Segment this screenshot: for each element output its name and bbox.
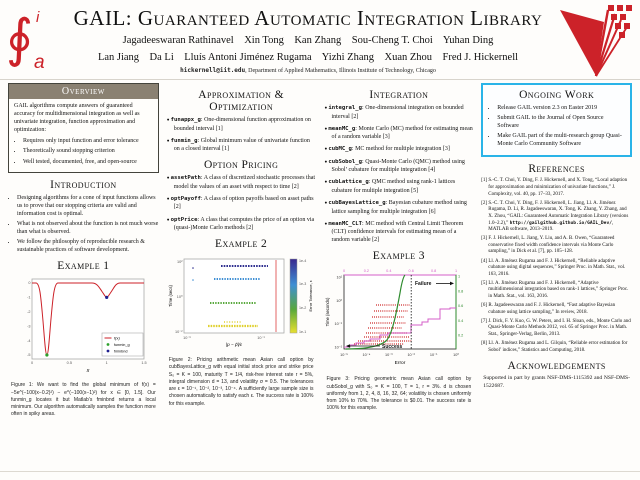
svg-text:1e-3: 1e-3: [299, 282, 307, 287]
function-item: [325, 125, 475, 142]
svg-text:10⁻¹: 10⁻¹: [429, 353, 438, 358]
y-axis-label: Time (secs): [168, 285, 174, 308]
function-desc: : A class of option payoffs based on asset paths [2]: [173, 195, 314, 211]
svg-text:0.6: 0.6: [457, 304, 464, 309]
x-axis-label: x: [87, 368, 90, 375]
letter-a: a: [34, 52, 45, 73]
header: [0, 0, 640, 80]
function-name: meanMC_CLT: [328, 220, 363, 227]
authors-line-1: Jagadeeswaran Rathinavel Xin Tong Kan Zhang Sou-Cheng T. Choi Yuhan Ding: [122, 35, 494, 46]
x-axis-ticks: [340, 353, 459, 357]
introduction-bullet: • Designing algorithms for a cone of input functions allows us to prove that our stopping criteria are valid and information cost is optimal.: [17, 194, 159, 218]
bottom-rule: [0, 471, 640, 472]
svg-text:1.5: 1.5: [141, 361, 148, 366]
y-axis-ticks: [27, 282, 30, 358]
integration-heading: Integration: [369, 89, 429, 101]
example3-heading: Example 3: [372, 250, 425, 263]
svg-text:0.8: 0.8: [430, 269, 437, 274]
ongoing-work-bullets: [488, 104, 625, 148]
svg-text:10⁻⁴: 10⁻⁴: [362, 353, 371, 358]
function-desc: : One-dimensional function approximation on bounded interval [1]: [173, 117, 311, 132]
ongoing-bullet: • Submit GAIL to the Journal of Open Source Software: [497, 114, 625, 130]
function-name: assetPath: [170, 175, 201, 182]
svg-text:10²: 10²: [177, 260, 183, 265]
function-item: [325, 104, 475, 121]
introduction-bullets: [8, 194, 159, 255]
svg-text:0.2: 0.2: [363, 269, 369, 274]
svg-text:-5: -5: [27, 353, 31, 358]
right-axis-ticks: [458, 275, 463, 338]
svg-text:0.4: 0.4: [457, 319, 464, 324]
colorbar-label: Error Tolerance, ε: [308, 280, 314, 312]
introduction-bullet: • What is not observed about the function is not much worse than what is observed.: [17, 220, 159, 236]
reference-item: [481, 201, 632, 234]
function-name: meanMC_g: [328, 125, 356, 132]
column-1: [8, 83, 159, 470]
svg-text:f(x): f(x): [114, 335, 121, 341]
function-name: cubLattice_g: [328, 179, 369, 186]
svg-text:10⁰: 10⁰: [453, 353, 459, 358]
header-center: [58, 4, 558, 74]
function-name: funmin_g: [170, 137, 198, 144]
x-axis-label: Error: [394, 361, 406, 367]
reference-text: , MATLAB software, 2013–2019.: [488, 220, 614, 233]
example1-figure: [8, 275, 159, 380]
svg-text:0.5: 0.5: [67, 361, 73, 366]
x-axis-label: |p − p̂|/ε: [226, 342, 243, 348]
plot-frame: [184, 259, 284, 333]
option-pricing-heading: Option Pricing: [203, 159, 279, 172]
function-item: [167, 174, 317, 191]
function-item: [325, 220, 475, 245]
overview-bullet: • Requires only input function and error tolerance: [23, 137, 153, 145]
function-name: optPayoff: [170, 195, 201, 202]
y-axis-ticks: [334, 276, 342, 350]
svg-text:0.2: 0.2: [457, 334, 464, 339]
x-axis-ticks: [183, 336, 265, 340]
reference-item: [8] Ll. A. Jiménez Rugama and L. Gilquin, “Reliable error estimation for Sobol’ indices,” Statistics and Computing, 2018.: [481, 341, 628, 353]
ongoing-bullet: • Make GAIL part of the multi-research group Quasi-Monte Carlo Community Software: [497, 132, 625, 148]
content-columns: [0, 80, 640, 470]
example1-plot: [14, 275, 152, 375]
references-list: [481, 178, 632, 354]
svg-text:-2: -2: [27, 310, 31, 315]
svg-text:10⁻¹: 10⁻¹: [257, 336, 265, 341]
function-item: [167, 216, 317, 233]
ongoing-bullet: • Release GAIL version 2.3 on Easter 2019: [497, 104, 625, 112]
svg-text:0: 0: [342, 269, 345, 274]
overview-body: [9, 99, 158, 172]
function-item: [325, 178, 475, 195]
svg-text:10⁻²: 10⁻²: [334, 345, 342, 350]
funmin-g-point: [46, 354, 49, 357]
function-desc: : Quasi-Monte Carlo (QMC) method using Sobol’ cubature for multiple integration [4]: [331, 158, 465, 174]
reference-item: [5] Ll. A. Jiménez Rugama and F. J. Hickernell, “Adaptive multidimensional integration based on rank-1 lattices,” Springer Proc. in Math. Stat., vol. 163, 2016.: [481, 280, 629, 299]
reference-url[interactable]: http://gailgithub.github.io/GAIL_Dev/: [509, 220, 612, 226]
svg-text:Failure: Failure: [414, 281, 432, 288]
function-desc: : A class that computes the price of an option via (quasi-)Monte Carlo methods [2]: [173, 216, 315, 232]
svg-text:0: 0: [31, 361, 34, 366]
function-name: optPrice: [170, 216, 198, 223]
y-axis-ticks: [175, 260, 183, 334]
reference-item: [6] R. Jagadeeswaran and F. J. Hickernell, “Fast adaptive Bayesian cubature using lattice sampling,” In review, 2018.: [481, 303, 616, 315]
function-item: [167, 116, 317, 133]
function-name: funappx_g: [170, 117, 201, 123]
function-item: [167, 195, 317, 212]
function-desc: : QMC method using rank-1 lattices cubature for multiple integration [5]: [331, 179, 456, 195]
reference-item: [1] S.-C. T. Choi, Y. Ding, F. J. Hickernell, and X. Tong, “Local adaption for approximation and minimization of univariate functions,” J. Complexity, vol. 40, pp. 17–33, 2017.: [481, 178, 628, 197]
ongoing-work-box: [481, 83, 632, 157]
column-2: [166, 83, 317, 470]
reference-text: [2] S.-C. T. Choi, Y. Ding, F. J. Hickernell, L. Jiang, Ll. A. Jiménez Rugama, D. Li, R. Jagadeeswaran, X. Tong, K. Zhang, Y. Zhang, and X. Zhou, “GAIL: Guaranteed Automatic Integration Library (versions 1.0–2.2),”: [481, 200, 629, 226]
svg-text:0.4: 0.4: [386, 269, 392, 274]
overview-intro: GAIL algorithms compute answers of guaranteed accuracy for multidimensional integration as well as univariate integration, function approximation and optimization:: [14, 103, 140, 134]
institute-logo: [558, 4, 634, 85]
top-axis-ticks: [343, 269, 457, 273]
svg-text:10⁻⁶: 10⁻⁶: [183, 336, 192, 341]
function-name: cubMC_g: [328, 146, 352, 153]
overview-bullets: [14, 137, 153, 165]
reference-item: [3] F. J. Hickernell, L. Jiang, Y. Liu, and A. B. Owen, “Guaranteed conservative fixed width confidence intervals via Monte Carlo sampling,” in Dick et al. [7], pp. 105–128.: [481, 236, 615, 255]
svg-text:10⁻⁵: 10⁻⁵: [339, 353, 348, 358]
function-desc: : MC method for multiple integration [3]: [351, 146, 450, 153]
example2-caption: Figure 2: Pricing arithmetic mean Asian call option by cubBayesLattice_g with equal initial stock price and strike price S₀ = K = 100, maturity T = 1/4, risk-free interest rate r = 5%, integral dimension d = 13, and volatility σ = 0.5. The tolerances are ε = 10⁻¹, 10⁻², 10⁻³, 10⁻⁴. A sufficiently large sample size is chosen automatically to satisfy each ε. The success rate is 100% for this example.: [168, 357, 314, 407]
authors-line-2: Lan Jiang Da Li Lluís Antoni Jiménez Rugama Yizhi Zhang Xuan Zhou Fred J. Hickernell: [97, 51, 519, 63]
example3-caption: Figure 3: Pricing geometric mean Asian call option by cubSobol_g with S₀ = K = 100, T = 1, r = 3%. d is chosen uniformly from 1, 2, 4, 8, 16, 32, 64; volatility is chosen uniformly from 10% to 70%. The tolerance is $0.01. The success rate is 100% for this example.: [326, 376, 472, 412]
function-item: [325, 145, 475, 154]
svg-text:10⁻²: 10⁻²: [175, 330, 183, 335]
example3-figure: [324, 265, 475, 374]
email-link[interactable]: hickernell@iit.edu: [180, 67, 246, 75]
function-desc: : A class of discretized stochastic processes that model the values of an asset with respect to time [2]: [173, 175, 316, 190]
svg-text:1: 1: [457, 274, 460, 279]
svg-text:Success: Success: [381, 344, 403, 351]
institute-logo-svg: [558, 4, 632, 80]
function-desc: : Monte Carlo (MC) method for estimating mean of a random variable [3]: [331, 125, 473, 141]
svg-text:-1: -1: [27, 295, 31, 300]
poster-title: GAIL: Guaranteed Automatic Integration Library: [73, 6, 543, 30]
ongoing-work-heading: Ongoing Work: [519, 89, 595, 101]
function-item: [325, 158, 475, 175]
svg-text:10⁻¹: 10⁻¹: [334, 322, 342, 327]
svg-text:1: 1: [106, 361, 109, 366]
y-axis-label: Time (seconds): [324, 298, 330, 327]
svg-text:funmin_g: funmin_g: [114, 343, 130, 348]
svg-text:0.6: 0.6: [408, 269, 414, 274]
svg-text:1: 1: [454, 269, 457, 274]
svg-text:10⁻³: 10⁻³: [384, 353, 393, 358]
svg-text:-4: -4: [27, 339, 31, 344]
reference-item: [7] J. Dick, F. Y. Kuo, G. W. Peters, and I. H. Sloan, eds., Monte Carlo and Quasi-Monte Carlo Methods 2012, vol. 65 of Springer Proc. in Math. Stat., Springer-Verlag, Berlin, 2013.: [481, 318, 631, 337]
svg-text:0.8: 0.8: [457, 289, 464, 294]
acknowledgements-heading: Acknowledgements: [507, 360, 606, 373]
approx-opt-heading: Approximation & Optimization: [198, 89, 284, 113]
function-name: integral_g: [328, 105, 363, 111]
svg-text:0: 0: [28, 281, 31, 286]
overview-box: [8, 83, 159, 173]
svg-text:1e-1: 1e-1: [299, 330, 307, 335]
gail-script-logo: [6, 4, 58, 79]
overview-bullet: • Theoretically sound stopping criterion: [23, 147, 153, 155]
example1-heading: Example 1: [57, 260, 110, 273]
affiliation-text: , Department of Applied Mathematics, Illinois Institute of Technology, Chicago: [245, 68, 436, 75]
svg-text:10⁰: 10⁰: [176, 295, 183, 300]
function-desc: : Global minimum value of univariate function on a closed interval [1]: [173, 137, 310, 153]
svg-text:1e-2: 1e-2: [299, 306, 307, 311]
function-item: [325, 199, 475, 216]
column-4: [481, 83, 632, 470]
column-3: [324, 83, 475, 470]
fminbnd-point: [105, 296, 108, 299]
reference-item: [4] Ll. A. Jiménez Rugama and F. J. Hickernell, “Reliable adaptive cubature using digital sequences,” Springer Proc. in Math. Stat., vol. 163, 2016.: [481, 258, 626, 277]
legend: [102, 333, 143, 356]
svg-text:fminbnd: fminbnd: [114, 349, 128, 354]
introduction-heading: Introduction: [50, 178, 117, 191]
example3-plot: [324, 265, 474, 369]
function-desc: : Bayesian cubature method using lattice sampling for multiple integration [6]: [331, 200, 467, 215]
svg-text:1e-4: 1e-4: [299, 259, 307, 264]
svg-text:-3: -3: [27, 324, 31, 329]
svg-text:10¹: 10¹: [336, 275, 342, 280]
references-heading: References: [528, 163, 585, 176]
integral-glyph: ∮: [6, 10, 34, 68]
function-desc: : One-dimensional integration on bounded interval [2]: [331, 105, 464, 120]
contact-line: [58, 67, 558, 74]
colorbar: [290, 259, 297, 333]
overview-bullet: • Well tested, documented, free, and open-source: [23, 158, 153, 166]
function-item: [167, 137, 317, 154]
overview-heading: Overview: [9, 84, 158, 99]
example1-caption: Figure 1: We want to find the global minimum of f(x) = −5e^(−100(x−0.2)²) − e^(−100(x−1)²) for x ∈ [0, 1.5]. Our funmin_g locates it but Matlab’s fminbnd returns a local minimum. Our algorithm automatically samples the function more often in spiky areas.: [11, 382, 156, 418]
svg-text:10⁰: 10⁰: [336, 299, 342, 304]
colorbar-ticks: [299, 259, 306, 334]
introduction-bullet: • We follow the philosophy of reproducible research & sustainable practices of software development.: [17, 238, 159, 254]
svg-text:10⁻²: 10⁻²: [407, 353, 415, 358]
example2-plot: [166, 253, 316, 350]
x-axis-ticks: [31, 361, 147, 365]
plot-frame: [344, 275, 456, 349]
letter-i: i: [36, 9, 40, 26]
gail-script-logo-svg: [6, 4, 56, 74]
example2-heading: Example 2: [215, 238, 268, 251]
acknowledgements-text: Supported in part by grants NSF-DMS-1115392 and NSF-DMS-1522687.: [483, 375, 630, 390]
function-name: cubSobol_g: [328, 158, 363, 165]
example2-figure: [166, 253, 317, 355]
function-name: cubBayesLattice_g: [328, 200, 386, 207]
function-desc: : MC method with Central Limit Theorem (CLT) confidence intervals for estimating mean of a random variable [2]: [331, 220, 464, 244]
